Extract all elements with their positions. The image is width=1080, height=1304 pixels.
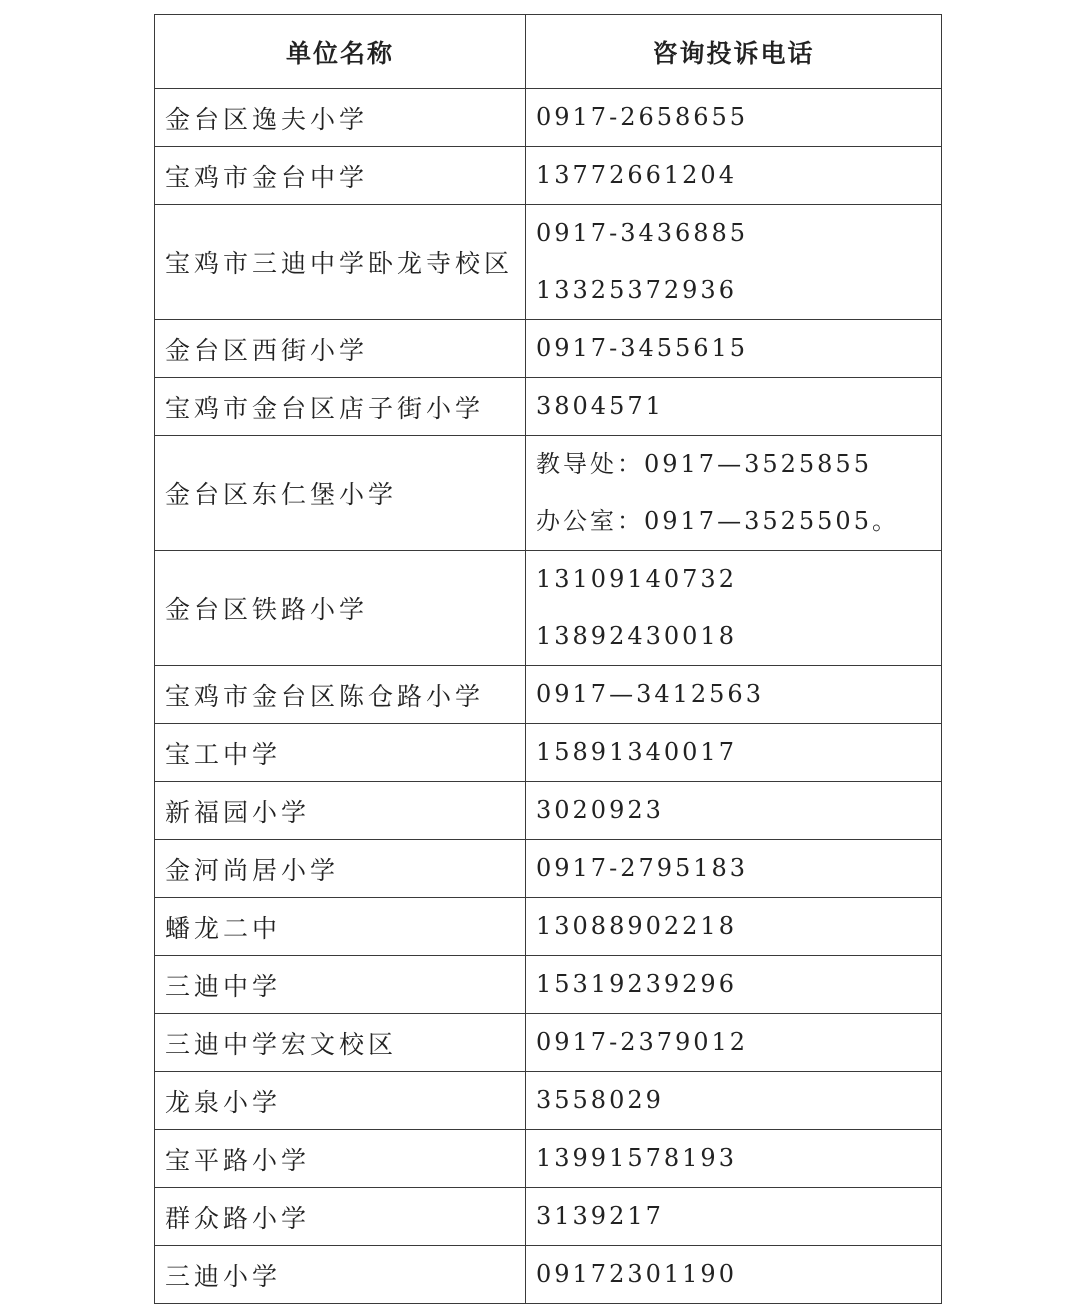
unit-name-cell: 宝平路小学	[155, 1130, 526, 1188]
unit-name-cell: 宝鸡市三迪中学卧龙寺校区	[155, 205, 526, 320]
phone-number: 3020923	[536, 796, 664, 824]
table-row	[155, 436, 942, 551]
unit-name-cell: 三迪中学宏文校区	[155, 1014, 526, 1072]
phone-cell	[526, 378, 942, 436]
unit-name-cell: 三迪中学	[155, 956, 526, 1014]
phone-cell	[526, 956, 942, 1014]
table-row	[155, 378, 942, 436]
phone-cell	[526, 147, 942, 205]
phone-cell	[526, 840, 942, 898]
header-complaint-phone: 咨询投诉电话	[526, 15, 942, 89]
phone-number: 0917-2379012	[536, 1028, 749, 1056]
phone-number: 0917-3436885	[536, 219, 749, 247]
unit-name-cell: 宝鸡市金台区店子街小学	[155, 378, 526, 436]
phone-cell	[526, 320, 942, 378]
phone-cell	[526, 782, 942, 840]
table-row	[155, 89, 942, 147]
phone-cell	[526, 205, 942, 320]
table-row	[155, 205, 942, 320]
phone-number: 3139217	[536, 1202, 664, 1230]
table-row	[155, 1188, 942, 1246]
phone-number: 13325372936	[536, 276, 737, 304]
unit-name-cell: 蟠龙二中	[155, 898, 526, 956]
table-row	[155, 666, 942, 724]
table-row	[155, 724, 942, 782]
table-row	[155, 551, 942, 666]
unit-name-cell: 金台区逸夫小学	[155, 89, 526, 147]
phone-number: 0917-2658655	[536, 103, 749, 131]
phone-number: 13109140732	[536, 565, 737, 593]
table-row	[155, 782, 942, 840]
phone-cell	[526, 1072, 942, 1130]
phone-cell	[526, 89, 942, 147]
phone-number: 13991578193	[536, 1144, 737, 1172]
phone-number: 3558029	[536, 1086, 664, 1114]
phone-cell	[526, 1130, 942, 1188]
unit-name-cell: 宝工中学	[155, 724, 526, 782]
unit-name-cell: 三迪小学	[155, 1246, 526, 1304]
phone-number: 教导处：0917—3525855	[536, 450, 872, 478]
unit-name-cell: 宝鸡市金台区陈仓路小学	[155, 666, 526, 724]
phone-number: 办公室：0917—3525505。	[536, 507, 899, 535]
table-header	[155, 15, 942, 89]
table-row	[155, 1246, 942, 1304]
unit-name-cell: 金河尚居小学	[155, 840, 526, 898]
table-row	[155, 840, 942, 898]
unit-name-cell: 宝鸡市金台中学	[155, 147, 526, 205]
table-row	[155, 1072, 942, 1130]
table-row	[155, 320, 942, 378]
table-row	[155, 956, 942, 1014]
phone-number: 15319239296	[536, 970, 737, 998]
unit-name-cell: 新福园小学	[155, 782, 526, 840]
table-row	[155, 898, 942, 956]
phone-number: 0917-2795183	[536, 854, 749, 882]
phone-number: 09172301190	[536, 1260, 737, 1288]
phone-number: 0917—3412563	[536, 680, 764, 708]
table-row	[155, 1014, 942, 1072]
unit-name-cell: 金台区东仁堡小学	[155, 436, 526, 551]
header-row	[155, 15, 942, 89]
table-row	[155, 147, 942, 205]
phone-number: 3804571	[536, 392, 664, 420]
table-body	[155, 89, 942, 1304]
phone-cell	[526, 1188, 942, 1246]
header-unit-name: 单位名称	[155, 15, 526, 89]
unit-name-cell: 金台区西街小学	[155, 320, 526, 378]
phone-cell	[526, 724, 942, 782]
school-contact-table	[154, 14, 942, 1304]
phone-number: 13088902218	[536, 912, 737, 940]
phone-number: 13772661204	[536, 161, 737, 189]
phone-cell	[526, 898, 942, 956]
unit-name-cell: 群众路小学	[155, 1188, 526, 1246]
phone-cell	[526, 551, 942, 666]
phone-number: 13892430018	[536, 622, 737, 650]
table-row	[155, 1130, 942, 1188]
phone-cell	[526, 1246, 942, 1304]
phone-number: 0917-3455615	[536, 334, 749, 362]
phone-cell	[526, 666, 942, 724]
unit-name-cell: 龙泉小学	[155, 1072, 526, 1130]
unit-name-cell: 金台区铁路小学	[155, 551, 526, 666]
phone-cell	[526, 1014, 942, 1072]
phone-cell	[526, 436, 942, 551]
phone-number: 15891340017	[536, 738, 737, 766]
